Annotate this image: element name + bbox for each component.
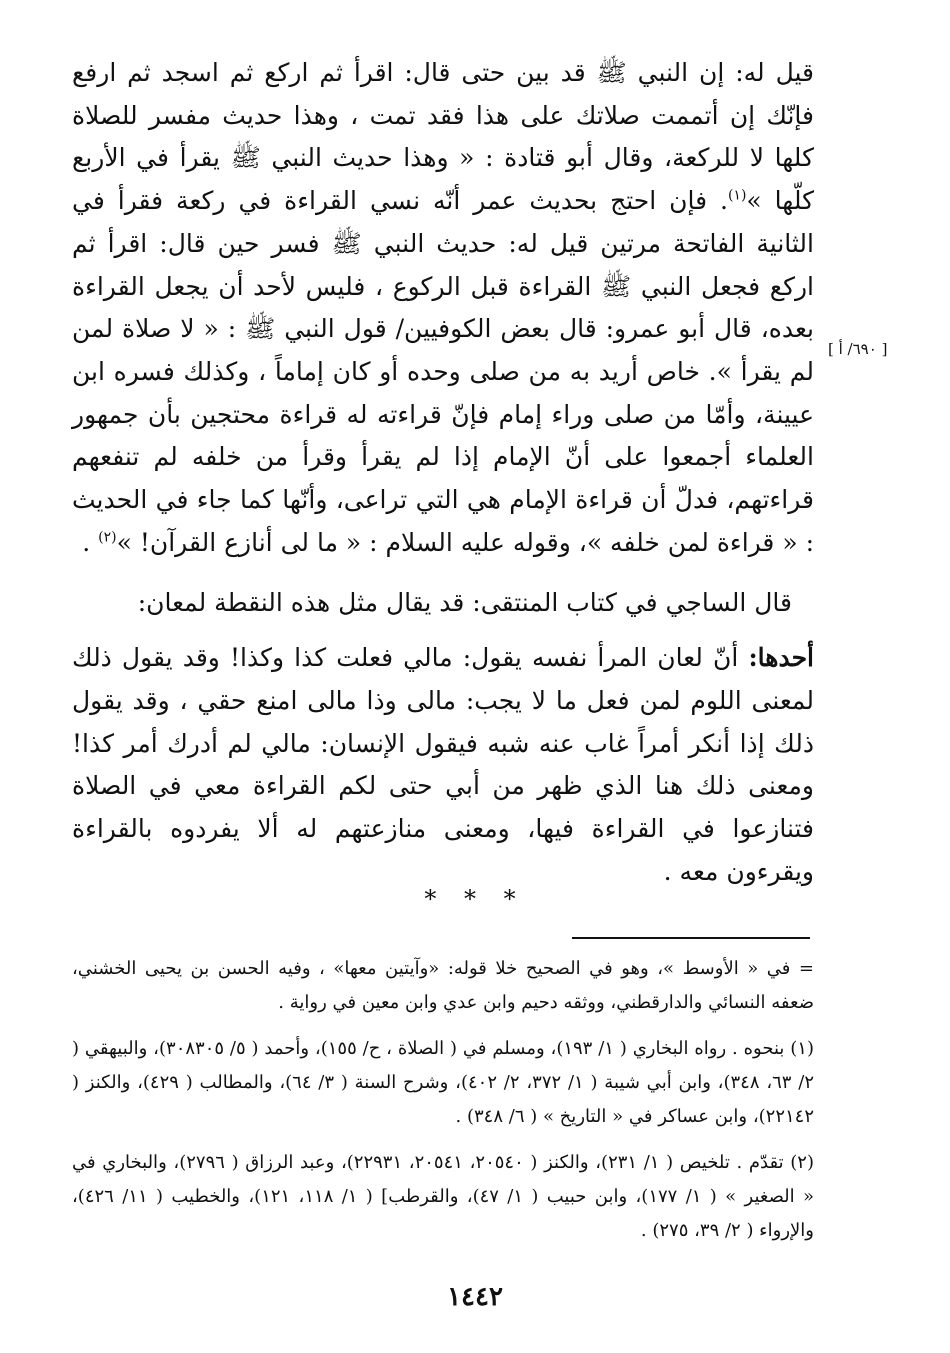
paragraph-3 xyxy=(72,637,814,893)
manuscript-folio-reference: [ ٦٩٠/ أ ] xyxy=(828,340,888,358)
footnote-2: (٢) تقدّم . تلخيص ( ١/ ٢٣١)، والكنز ( ٢٠٥٤٠، ٢٠٥٤١، ٢٢٩٣١)، وعبد الرزاق ( ٢٧٩٦)، والبخاري في « الصغير » ( ١/ ١٧٧)، وابن حبيب ( ١/ ٤٧)، والقرطب] ( ١/ ١١٨، ١٢١)، والخطيب ( ١١/ ٤٢٦)، والإرواء ( ٢/ ٣٩، ٢٧٥) . xyxy=(72,1152,815,1241)
page-number: ١٤٤٢ xyxy=(447,1282,503,1312)
main-text xyxy=(72,52,814,893)
paragraph-3-text: أنّ لعان المرأ نفسه يقول: مالي فعلت كذا وكذا! وقد يقول ذلك لمعنى اللوم لمن فعل ما لا يجب: مالى وذا مالى امنع حقي ، وقد يقول ذلك إذا أنكر أمراً غاب عنه شبه فيقول الإنسان: مالي لم أدرك أمر كذا! ومعنى ذلك هنا الذي ظهر من أبي حتى لكم القراءة معي في الصلاة فتنازعوا في القراءة فيها، ومعنى منازعتهم له ألا يفردوه بالقراءة ويقرءون معه . xyxy=(72,643,814,886)
section-separator: * * * xyxy=(424,885,526,913)
footnote-continued: = في « الأوسط »، وهو في الصحيح خلا قوله: «وآيتين معها» ، وفيه الحسن بن يحيى الخشني، ضعفه النسائي والدارقطني، ووثقه دحيم وابن عدي وابن معين في رواية . xyxy=(72,958,814,1013)
paragraph-2-text: قال الساجي في كتاب المنتقى: قد يقال مثل هذه النقطة لمعان: xyxy=(137,588,792,618)
footnote-ref-1: (١) xyxy=(727,187,747,204)
footnote-ref-2: (٢) xyxy=(98,529,117,546)
footnote-divider xyxy=(572,937,810,939)
paragraph-1-text: قيل له: إن النبي ﷺ قد بين حتى قال: اقرأ ثم اركع ثم اسجد ثم ارفع فإنّك إن أتممت صلاتك على هذا فقد تمت ، وهذا حديث مفسر للصلاة كلها لا للركعة، وقال أبو قتادة : « وهذا حديث النبي ﷺ يقرأ في الأربع كلّها » xyxy=(72,58,814,216)
paragraph-3-lead: أحدها: xyxy=(748,643,814,673)
paragraph-1-continued: . فإن احتج بحديث عمر أنّه نسي القراءة في ركعة فقرأ في الثانية الفاتحة مرتين قيل له: حديث النبي ﷺ فسر حين قال: اقرأ ثم اركع فجعل النبي ﷺ القراءة قبل الركوع ، فليس لأحد أن يجعل القراءة بعده، قال أبو عمرو: قال بعض الكوفيين/ قول النبي ﷺ : « لا صلاة لمن لم يقرأ ». خاص أريد به من صلى وحده أو كان إماماً ، وكذلك فسره ابن عيينة، وأمّا من صلى وراء إمام فإنّ قراءته له قراءة محتجين بأن جمهور العلماء أجمعوا على أنّ الإمام إذا لم يقرأ وقرأ من خلفه لم تنفعهم قراءتهم، فدلّ أن قراءة الإمام هي التي تراعى، وأنّها كما جاء في الحديث : « قراءة لمن خلفه »، وقوله عليه السلام : « ما لى أنازع القرآن! » xyxy=(72,186,814,557)
paragraph-2 xyxy=(72,582,814,625)
paragraph-1-end: . xyxy=(82,527,99,557)
footnote-1: (١) بنحوه . رواه البخاري ( ١/ ١٩٣)، ومسلم في ( الصلاة ، ح/ ١٥٥)، وأحمد ( ٥/ ٣٠٨٣٠٥)، والبيهقي ( ٢/ ٦٣، ٣٤٨)، وابن أبي شيبة ( ١/ ٣٧٢، ٢/ ٤٠٢)، وشرح السنة ( ٣/ ٦٤)، والمطالب ( ٤٢٩)، والكنز ( ٢٢١٤٢)، وابن عساكر في « التاريخ » ( ٦/ ٣٤٨) . xyxy=(72,1038,815,1127)
paragraph-1 xyxy=(72,52,814,564)
footnotes xyxy=(72,952,814,1260)
